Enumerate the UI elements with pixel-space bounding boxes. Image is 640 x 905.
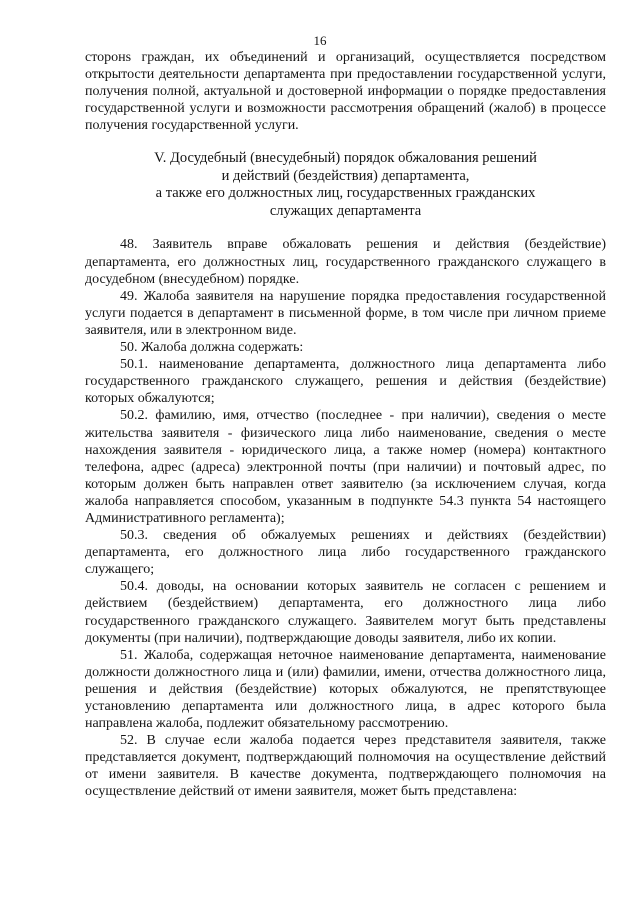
intro-paragraph: сторонѕ граждан, их объединений и организаций, осуществляется посредством открытости деятельности департамента при предоставлении государственной услуги, получения полной, актуальной и достоверной информации о порядке предоставления государственной услуги и возможности рассмотрения обращений (жалоб) в процессе получения государственной услуги. [85,50,606,134]
paragraph-50-1: 50.1. наименование департамента, должностного лица департамента либо государственного гражданского служащего, решения и действия (бездействие) которых обжалуются; [85,357,606,407]
section-heading [85,150,606,220]
section-heading-line-3: а также его должностных лиц, государственных гражданских [155,185,536,202]
paragraph-51: 51. Жалоба, содержащая неточное наименование департамента, наименование должности должностного лица и (или) фамилии, имени, отчества должностного лица, решения и действия (бездействие) которых обжалуются, не препятствующее установлению департамента или должностного лица, в адрес которого была направлена жалоба, подлежит обязательному рассмотрению. [85,647,606,732]
document-body [85,49,606,801]
paragraph-50-4: 50.4. доводы, на основании которых заявитель не согласен с решением и действием (бездействием) департамента, его должностного лица либо государственного гражданского служащего. Заявителем могут быть представлены документы (при наличии), подтверждающие доводы заявителя, либо их копии. [85,579,606,646]
paragraph-48: 48. Заявитель вправе обжаловать решения и действия (бездействие) департамента, его должностных лиц, государственного гражданского служащего в досудебном (внесудебном) порядке. [85,237,606,287]
paragraph-52: 52. В случае если жалоба подается через представителя заявителя, также представляется документ, подтверждающий полномочия на осуществление действий от имени заявителя. В качестве документа, подтверждающего полномочия на осуществление действий от имени заявителя, может быть представлена: [85,733,606,800]
section-heading-line-2: и действий (бездействия) департамента, [221,167,470,184]
paragraph-49: 49. Жалоба заявителя на нарушение порядка предоставления государственной услуги подается в департамент в письменной форме, в том числе при личном приеме заявителя, или в электронном виде. [85,288,606,338]
section-heading-line-1: V. Досудебный (внесудебный) порядок обжалования решений [154,150,537,167]
section-heading-line-4: служащих департамента [269,202,422,219]
page-number: 16 [313,33,327,48]
paragraph-50: 50. Жалоба должна содержать: [120,340,304,356]
paragraph-50-3: 50.3. сведения об обжалуемых решениях и действиях (бездействии) департамента, его должностного лица либо государственного гражданского служащего; [85,528,606,578]
paragraph-50-2: 50.2. фамилию, имя, отчество (последнее - при наличии), сведения о месте жительства заявителя - физического лица либо наименование, сведения о месте нахождения заявителя - юридического лица, а также номер (номера) контактного телефона, адрес (адреса) электронной почты (при наличии) и почтовый адрес, по которым должен быть направлен ответ заявителю (за исключением случая, когда жалоба направляется способом, указанным в подпункте 54.3 пункта 54 настоящего Административного регламента); [85,408,606,526]
